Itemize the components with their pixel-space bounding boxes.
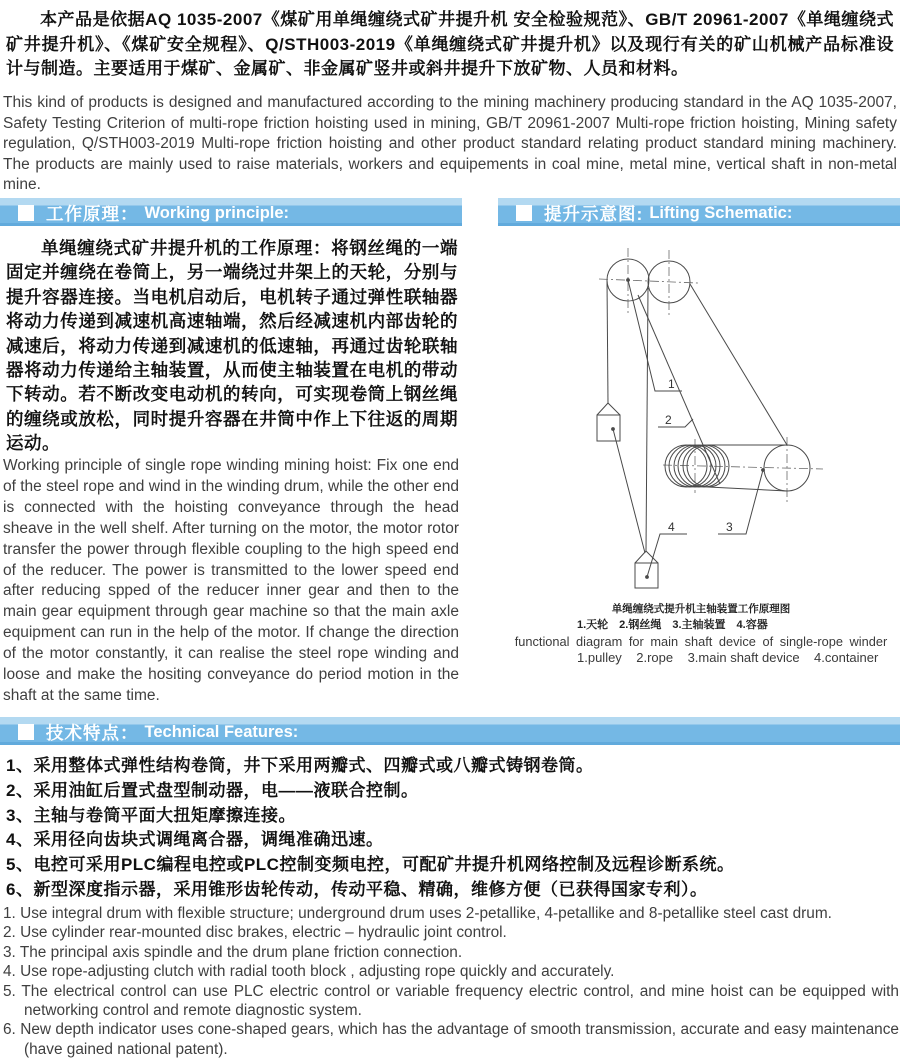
feature-item-en: 2. Use cylinder rear-mounted disc brakes, electric – hydraulic joint control.	[3, 924, 507, 942]
schematic-label-2: 2	[665, 413, 672, 427]
feature-item-en: 6. New depth indicator uses cone-shaped gears, which has the advantage of smooth transmission, accurate and easy maintenance (have gained national patent).	[3, 1021, 899, 1058]
schematic-label-4: 4	[668, 520, 675, 534]
section-title-zh: 提升示意图:	[544, 203, 644, 224]
schematic-legend-en: 1.pulley 2.rope 3.main shaft device 4.container	[577, 650, 879, 665]
intro-paragraph-en: This kind of products is designed and manufactured according to the mining machinery producing standard in the AQ 1035-2007, Safety Testing Criterion of multi-rope friction hoisting used in mining, GB/T 20961-2007 Multi-rope friction hoisting, Mining safety regulation, Q/STH003-2019 Multi-rope friction hoisting and other product standard relating product standard mining machinery. The products are mainly used to raise materials, workers and equipements in coal mine, metal mine, vertical shaft in non-metal mine.	[3, 94, 897, 194]
section-marker-icon	[18, 724, 34, 740]
rope-left-vertical	[607, 280, 608, 403]
section-marker-icon	[18, 205, 34, 221]
rope-to-drum-right	[690, 284, 787, 445]
container-upper	[597, 403, 620, 441]
feature-item-zh: 5、电控可采用PLC编程电控或PLC控制变频电控，可配矿井提升机网络控制及远程诊断系统。	[6, 855, 735, 875]
section-header-technical-features	[0, 717, 900, 745]
feature-item-zh: 2、采用油缸后置式盘型制动器，电——液联合控制。	[6, 780, 419, 800]
schematic-legend-zh: 1.天轮 2.钢丝绳 3.主轴装置 4.容器	[577, 619, 768, 631]
section-header-working-principle	[0, 198, 462, 226]
section-title-en: Lifting Schematic:	[649, 203, 793, 222]
section-marker-icon	[516, 205, 532, 221]
feature-item-zh: 1、采用整体式弹性结构卷筒，井下采用两瓣式、四瓣式或八瓣式铸钢卷筒。	[6, 756, 594, 775]
intro-paragraph-zh: 本产品是依据AQ 1035-2007《煤矿用单绳缠绕式矿井提升机 安全检验规范》、GB/T 20961-2007《单绳缠绕式矿井提升机》、《煤矿安全规程》、Q/STH003-2019《单绳缠绕式矿井提升机》以及现行有关的矿山机械产品标准设计与制造。主要适用于煤矿、金属矿、非金属矿竖井或斜井提升下放矿物、人员和材料。	[6, 10, 894, 78]
feature-item-en: 4. Use rope-adjusting clutch with radial tooth block , adjusting rope quickly and accurately.	[3, 963, 615, 981]
schematic-label-3: 3	[726, 520, 733, 534]
feature-item-en: 3. The principal axis spindle and the drum plane friction connection.	[3, 943, 463, 961]
section-title-en: Technical Features:	[144, 722, 299, 741]
feature-item-zh: 6、新型深度指示器，采用锥形齿轮传动，传动平稳、精确，维修方便（已获得国家专利）。	[6, 879, 708, 899]
schematic-label-1: 1	[668, 377, 675, 391]
features-list-zh	[6, 754, 896, 903]
rope-right-vertical	[646, 288, 648, 551]
feature-item-en: 1. Use integral drum with flexible structure; underground drum uses 2-petallike, 4-petallike and 8-petallike steel cast drum.	[3, 905, 832, 922]
schematic-caption-en: functional diagram for main shaft device of single-rope winder	[514, 634, 888, 649]
section-title-zh: 技术特点：	[46, 722, 139, 743]
working-principle-zh: 单绳缠绕式矿井提升机的工作原理：将钢丝绳的一端固定并缠绕在卷筒上，另一端绕过井架上的天轮，分别与提升容器连接。当电机启动后，电机转子通过弹性联轴器将动力传递到减速机高速轴端，然后经减速机内部齿轮的减速后，将动力传递到减速机的低速轴，再通过齿轮联轴器将动力传递给主轴装置，从而使主轴装置在电机的带动下转动。若不断改变电动机的转向，可实现卷筒上钢丝绳的缠绕或放松，同时提升容器在井筒中作上下往返的周期运动。	[6, 238, 458, 454]
section-header-lifting-schematic	[498, 198, 900, 226]
feature-item-zh: 3、主轴与卷筒平面大扭矩摩擦连接。	[6, 805, 296, 825]
feature-item-en: 5. The electrical control can use PLC electric control or variable frequency electric control, and mine hoist can be equipped with networking control and remote diagnostic system.	[3, 982, 899, 1020]
section-title-en: Working principle:	[144, 203, 290, 222]
features-list-en	[3, 904, 899, 1059]
lifting-schematic-diagram	[505, 243, 897, 599]
working-principle-en: Working principle of single rope winding mining hoist: Fix one end of the steel rope and wind in the winding drum, while the other end is connected with the hoisting conveyance through the head sheave in the well shelf. After turning on the motor, the motor rotor transfer the power through flexible coupling to the high speed end of the reducer. The power is transmitted to the lower speed end after reducing spped of the reducer inner gear and then to the main gear equipment through gear machine so that the main axle equipment can run in the help of the motor. If change the direction of the motor constantly, it can realise the steel rope winding and loose and make the hositing conveyance do period motion in the shaft at the same time.	[3, 457, 459, 704]
feature-item-zh: 4、采用径向齿块式调绳离合器，调绳准确迅速。	[6, 830, 384, 850]
section-title-zh: 工作原理：	[46, 203, 139, 224]
schematic-caption-zh: 单绳缠绕式提升机主轴装置工作原理图	[611, 603, 791, 615]
rope-cross-line	[613, 429, 645, 553]
schematic-svg	[505, 243, 897, 599]
container-lower	[635, 551, 658, 588]
